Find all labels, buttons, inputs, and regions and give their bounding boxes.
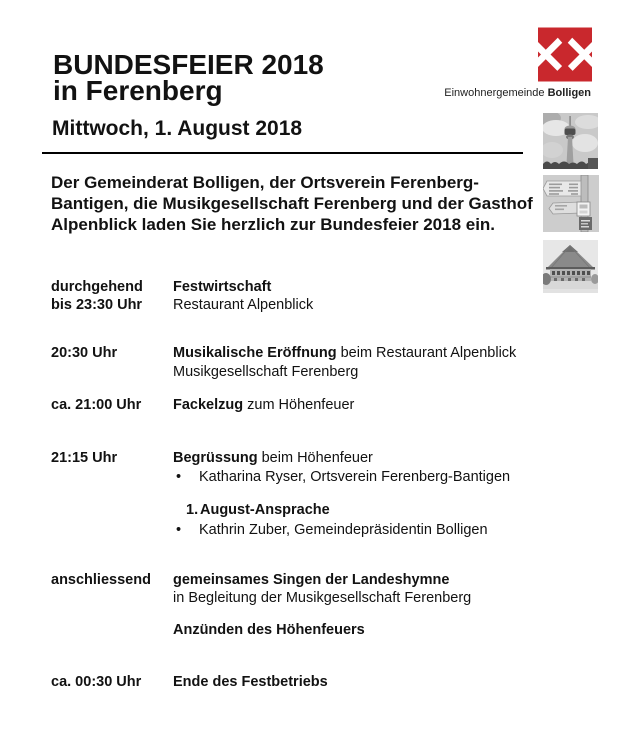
schedule-row-fackelzug xyxy=(51,397,612,415)
event-subtitle: in Begleitung der Musikgesellschaft Ferenberg xyxy=(173,589,472,606)
title-line-2: in Ferenberg xyxy=(53,75,223,106)
event-title: Anzünden des Höhenfeuers xyxy=(173,622,365,638)
time-label: 21:15 Uhr xyxy=(51,450,118,466)
intro-line-2: Bantigen, die Musikgesellschaft Ferenberg und der Gasthof xyxy=(51,194,533,213)
list-number: 1. xyxy=(186,502,199,518)
municipality-name: Bolligen xyxy=(547,87,591,99)
list-item-text: Katharina Ryser, Ortsverein Ferenberg-Bantigen xyxy=(199,468,511,485)
schedule-row-festwirtschaft xyxy=(51,279,612,314)
schedule-row-landeshymne xyxy=(51,572,612,640)
bantiger-tower-photo xyxy=(543,113,598,169)
bullet-icon: • xyxy=(176,521,182,538)
event-title: gemeinsames Singen der Landeshymne xyxy=(173,572,450,588)
event-subtitle: Restaurant Alpenblick xyxy=(173,296,314,313)
list-item xyxy=(173,469,612,487)
bolligen-logo-icon xyxy=(538,27,592,82)
intro-line-3: Alpenblick laden Sie herzlich zur Bundesfeier 2018 ein. xyxy=(51,215,496,234)
schedule-row-eroeffnung xyxy=(51,345,612,381)
list-item xyxy=(173,522,612,540)
event-subtitle: Musikgesellschaft Ferenberg xyxy=(173,363,359,380)
event-title: Festwirtschaft xyxy=(173,279,272,295)
event-title-numbered: 1. August-Ansprache xyxy=(186,502,330,518)
intro-line-1: Der Gemeinderat Bolligen, der Ortsverein Ferenberg- xyxy=(51,173,479,192)
time-label: ca. 21:00 Uhr xyxy=(51,397,142,413)
event-title: Ende des Festbetriebs xyxy=(173,674,328,690)
municipality-label xyxy=(444,87,591,99)
intro-paragraph xyxy=(51,172,533,235)
schedule-row-begruessung xyxy=(51,450,612,539)
time-label: durchgehend bis 23:30 Uhr xyxy=(51,279,143,313)
time-label: 20:30 Uhr xyxy=(51,345,118,361)
page-title xyxy=(53,49,324,106)
schedule-row-ende xyxy=(51,674,612,692)
event-title: Fackelzug zum Höhenfeuer xyxy=(173,397,355,413)
list-item-text: Kathrin Zuber, Gemeindepräsidentin Bolligen xyxy=(199,521,488,538)
date-line: Mittwoch, 1. August 2018 xyxy=(52,117,303,140)
title-line-1: BUNDESFEIER 2018 xyxy=(53,49,324,80)
event-title: Musikalische Eröffnung beim Restaurant Alpenblick xyxy=(173,345,517,361)
divider-line xyxy=(42,152,523,154)
event-title: Begrüssung beim Höhenfeuer xyxy=(173,450,373,466)
municipality-prefix: Einwohnergemeinde xyxy=(444,87,548,99)
hiking-signpost-photo xyxy=(543,175,599,232)
bullet-icon: • xyxy=(176,468,182,485)
time-label: anschliessend xyxy=(51,572,151,588)
time-label: ca. 00:30 Uhr xyxy=(51,674,142,690)
